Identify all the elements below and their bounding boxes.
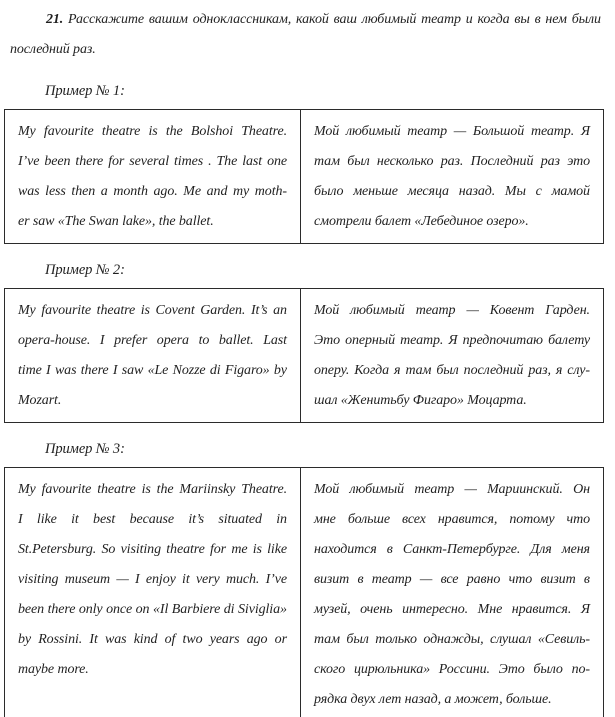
translation-table xyxy=(4,109,604,244)
example-label: Пример № 2: xyxy=(45,262,125,278)
table-cell-english: My favourite theatre is the Bolshoi Theatre. I’ve been there for several times . The last one was less then a month ago. Me and my moth- er saw «The Swan lake», the ballet. xyxy=(5,110,301,243)
task-text-line2: последний раз. xyxy=(10,42,96,57)
table-cell-russian: Мой любимый театр — Мариинский. Он мне больше всех нравится, потому что находится в Санкт-Петербурге. Для меня визит в театр — все равно что визит в музей, очень интересно. Мне нравится. Я там был только однажды, слушал «Севиль- ского цирюльника» Россини. Это было по- рядка двух лет назад, а может, больше. xyxy=(314,482,590,707)
task-statement xyxy=(0,0,615,65)
table-cell-english: My favourite theatre is the Mariinsky Theatre. I like it best because it’s situated in St.Petersburg. So visiting theatre for me is like visiting museum — I enjoy it very much. I’ve been there only once on «Il Barbiere di Siviglia» by Rossini. It was kind of two years ago or maybe more. xyxy=(5,468,301,717)
translation-table xyxy=(4,288,604,423)
task-number: 21. xyxy=(46,12,64,27)
example-label: Пример № 3: xyxy=(45,441,125,457)
example-block-3 xyxy=(0,435,615,717)
example-label: Пример № 1: xyxy=(45,83,125,99)
translation-table xyxy=(4,467,604,717)
example-block-2 xyxy=(0,256,615,423)
task-text-line1: 21. Расскажите вашим одноклассникам, какой ваш любимый театр и когда вы в нем были xyxy=(10,5,601,35)
example-block-1 xyxy=(0,77,615,244)
table-cell-russian: Мой любимый театр — Ковент Гарден. Это оперный театр. Я предпочитаю балету оперу. Когда я там был последний раз, я слу- шал «Женитьбу Фигаро» Моцарта. xyxy=(314,303,590,408)
table-cell-russian: Мой любимый театр — Большой театр. Я там был несколько раз. Последний раз это было меньше месяца назад. Мы с мамой смотрели балет «Лебединое озеро». xyxy=(314,124,590,229)
table-cell-english: My favourite theatre is Covent Garden. It’s an opera-house. I prefer opera to ballet. Last time I was there I saw «Le Nozze di Figaro» by Mozart. xyxy=(5,289,301,422)
